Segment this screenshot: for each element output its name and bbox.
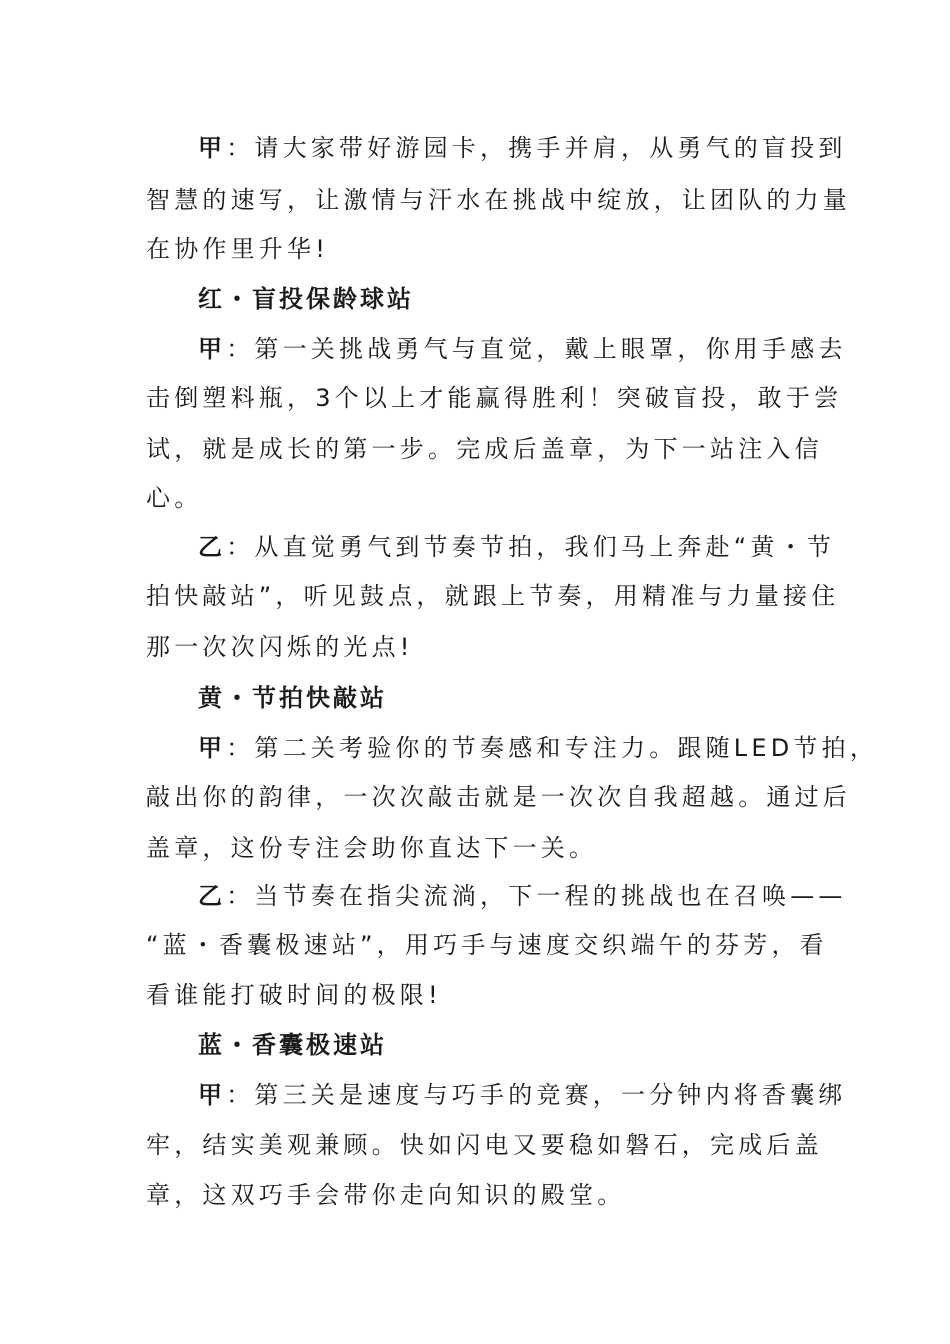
- speaker-label: 乙: [198, 533, 227, 561]
- paragraph-line: [198, 133, 847, 163]
- paragraph-line: 章，这双巧手会带你走向知识的殿堂。: [146, 1181, 626, 1209]
- heading-text: 红・盲投保龄球站: [198, 285, 414, 313]
- line-text: ：请大家带好游园卡，携手并肩，从勇气的盲投到: [226, 134, 847, 162]
- line-text: ：从直觉勇气到节奏节拍，我们马上奔赴“黄・节: [226, 533, 836, 561]
- paragraph-line: 牢，结实美观兼顾。快如闪电又要稳如磐石，完成后盖: [146, 1131, 823, 1159]
- paragraph-line: 智慧的速写，让激情与汗水在挑战中绽放，让团队的力量: [146, 186, 851, 214]
- paragraph-line: [198, 733, 878, 763]
- paragraph-line: 在协作里升华!: [146, 235, 330, 263]
- paragraph-line: 心。: [146, 484, 203, 512]
- heading-text: 黄・节拍快敲站: [198, 684, 387, 712]
- line-text: ：第三关是速度与巧手的竞赛，一分钟内将香囊绑: [226, 1081, 847, 1109]
- paragraph-line: [198, 532, 835, 562]
- line-text: ：第二关考验你的节奏感和专注力。跟随LED节拍，: [226, 734, 879, 762]
- paragraph-line: “蓝・香囊极速站”，用巧手与速度交织端午的芬芳，看: [146, 931, 828, 959]
- speaker-label: 甲: [198, 335, 227, 363]
- paragraph-line: 拍快敲站”，听见鼓点，就跟上节奏，用精准与力量接住: [146, 582, 840, 610]
- paragraph-line: [198, 334, 847, 364]
- speaker-label: 甲: [198, 134, 227, 162]
- speaker-label: 乙: [198, 882, 227, 910]
- heading-text: 蓝・香囊极速站: [198, 1031, 387, 1059]
- paragraph-line: 敲出你的韵律，一次次敲击就是一次次自我超越。通过后: [146, 783, 851, 811]
- paragraph-line: 那一次次闪烁的光点!: [146, 633, 414, 661]
- speaker-label: 甲: [198, 734, 227, 762]
- paragraph-line: [198, 881, 847, 911]
- paragraph-line: 击倒塑料瓶，3个以上才能赢得胜利！突破盲投，敢于尝: [146, 384, 843, 412]
- line-text: ：第一关挑战勇气与直觉，戴上眼罩，你用手感去: [226, 335, 847, 363]
- speaker-label: 甲: [198, 1081, 227, 1109]
- paragraph-line: 试，就是成长的第一步。完成后盖章，为下一站注入信: [146, 435, 823, 463]
- paragraph-line: [198, 1080, 847, 1110]
- paragraph-line: 盖章，这份专注会助你直达下一关。: [146, 834, 598, 862]
- paragraph-line: 看谁能打破时间的极限!: [146, 981, 442, 1009]
- line-text: ：当节奏在指尖流淌，下一程的挑战也在召唤——: [226, 882, 847, 910]
